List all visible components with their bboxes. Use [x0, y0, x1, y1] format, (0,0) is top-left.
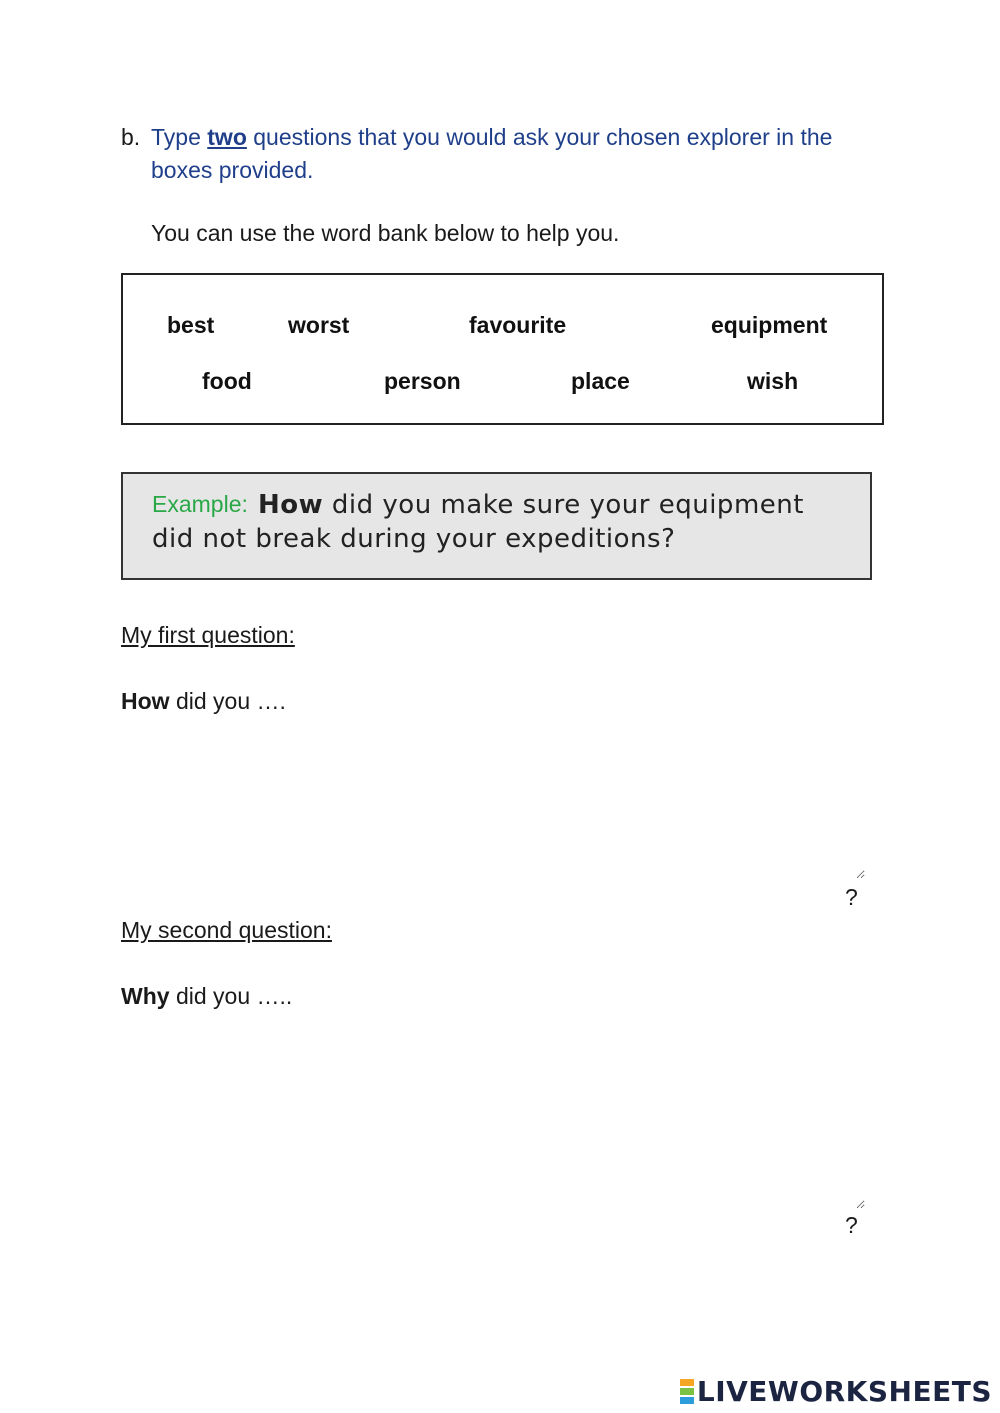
word-bank-item: person: [384, 368, 461, 394]
word-bank-item: worst: [288, 312, 350, 338]
example-lead: How: [258, 490, 324, 520]
example-label: Example:: [152, 491, 248, 517]
logo-icon: [680, 1378, 694, 1405]
word-bank-item: wish: [747, 368, 799, 394]
second-question-label: My second question:: [121, 917, 332, 943]
instruction-text: Type two questions that you would ask your chosen explorer in the boxes provided.: [151, 124, 833, 183]
first-question-stem: How did you ….: [121, 688, 286, 714]
second-question-mark: ?: [845, 1212, 858, 1238]
first-question-mark: ?: [845, 884, 858, 910]
liveworksheets-logo: [680, 1375, 992, 1407]
first-question-answer-input[interactable]: [121, 725, 865, 879]
word-bank-item: best: [167, 312, 215, 338]
instruction: [121, 121, 881, 187]
word-bank-item: food: [202, 368, 252, 394]
example-box: [121, 472, 872, 580]
instruction-emphasis: two: [207, 124, 247, 150]
first-question-label: My first question:: [121, 622, 295, 648]
word-bank-item: favourite: [469, 312, 567, 338]
word-bank-item: equipment: [711, 312, 828, 338]
word-bank: [121, 273, 884, 425]
second-question-stem: Why did you …..: [121, 983, 293, 1009]
list-marker: b.: [121, 124, 141, 150]
logo-text: LIVEWORKSHEETS: [696, 1374, 992, 1408]
second-question-answer-input[interactable]: [121, 1025, 865, 1209]
word-bank-item: place: [571, 368, 630, 394]
example-text: How did you make sure your equipment did not break during your expeditions?: [152, 490, 804, 554]
helper-text: You can use the word bank below to help you.: [151, 220, 620, 246]
